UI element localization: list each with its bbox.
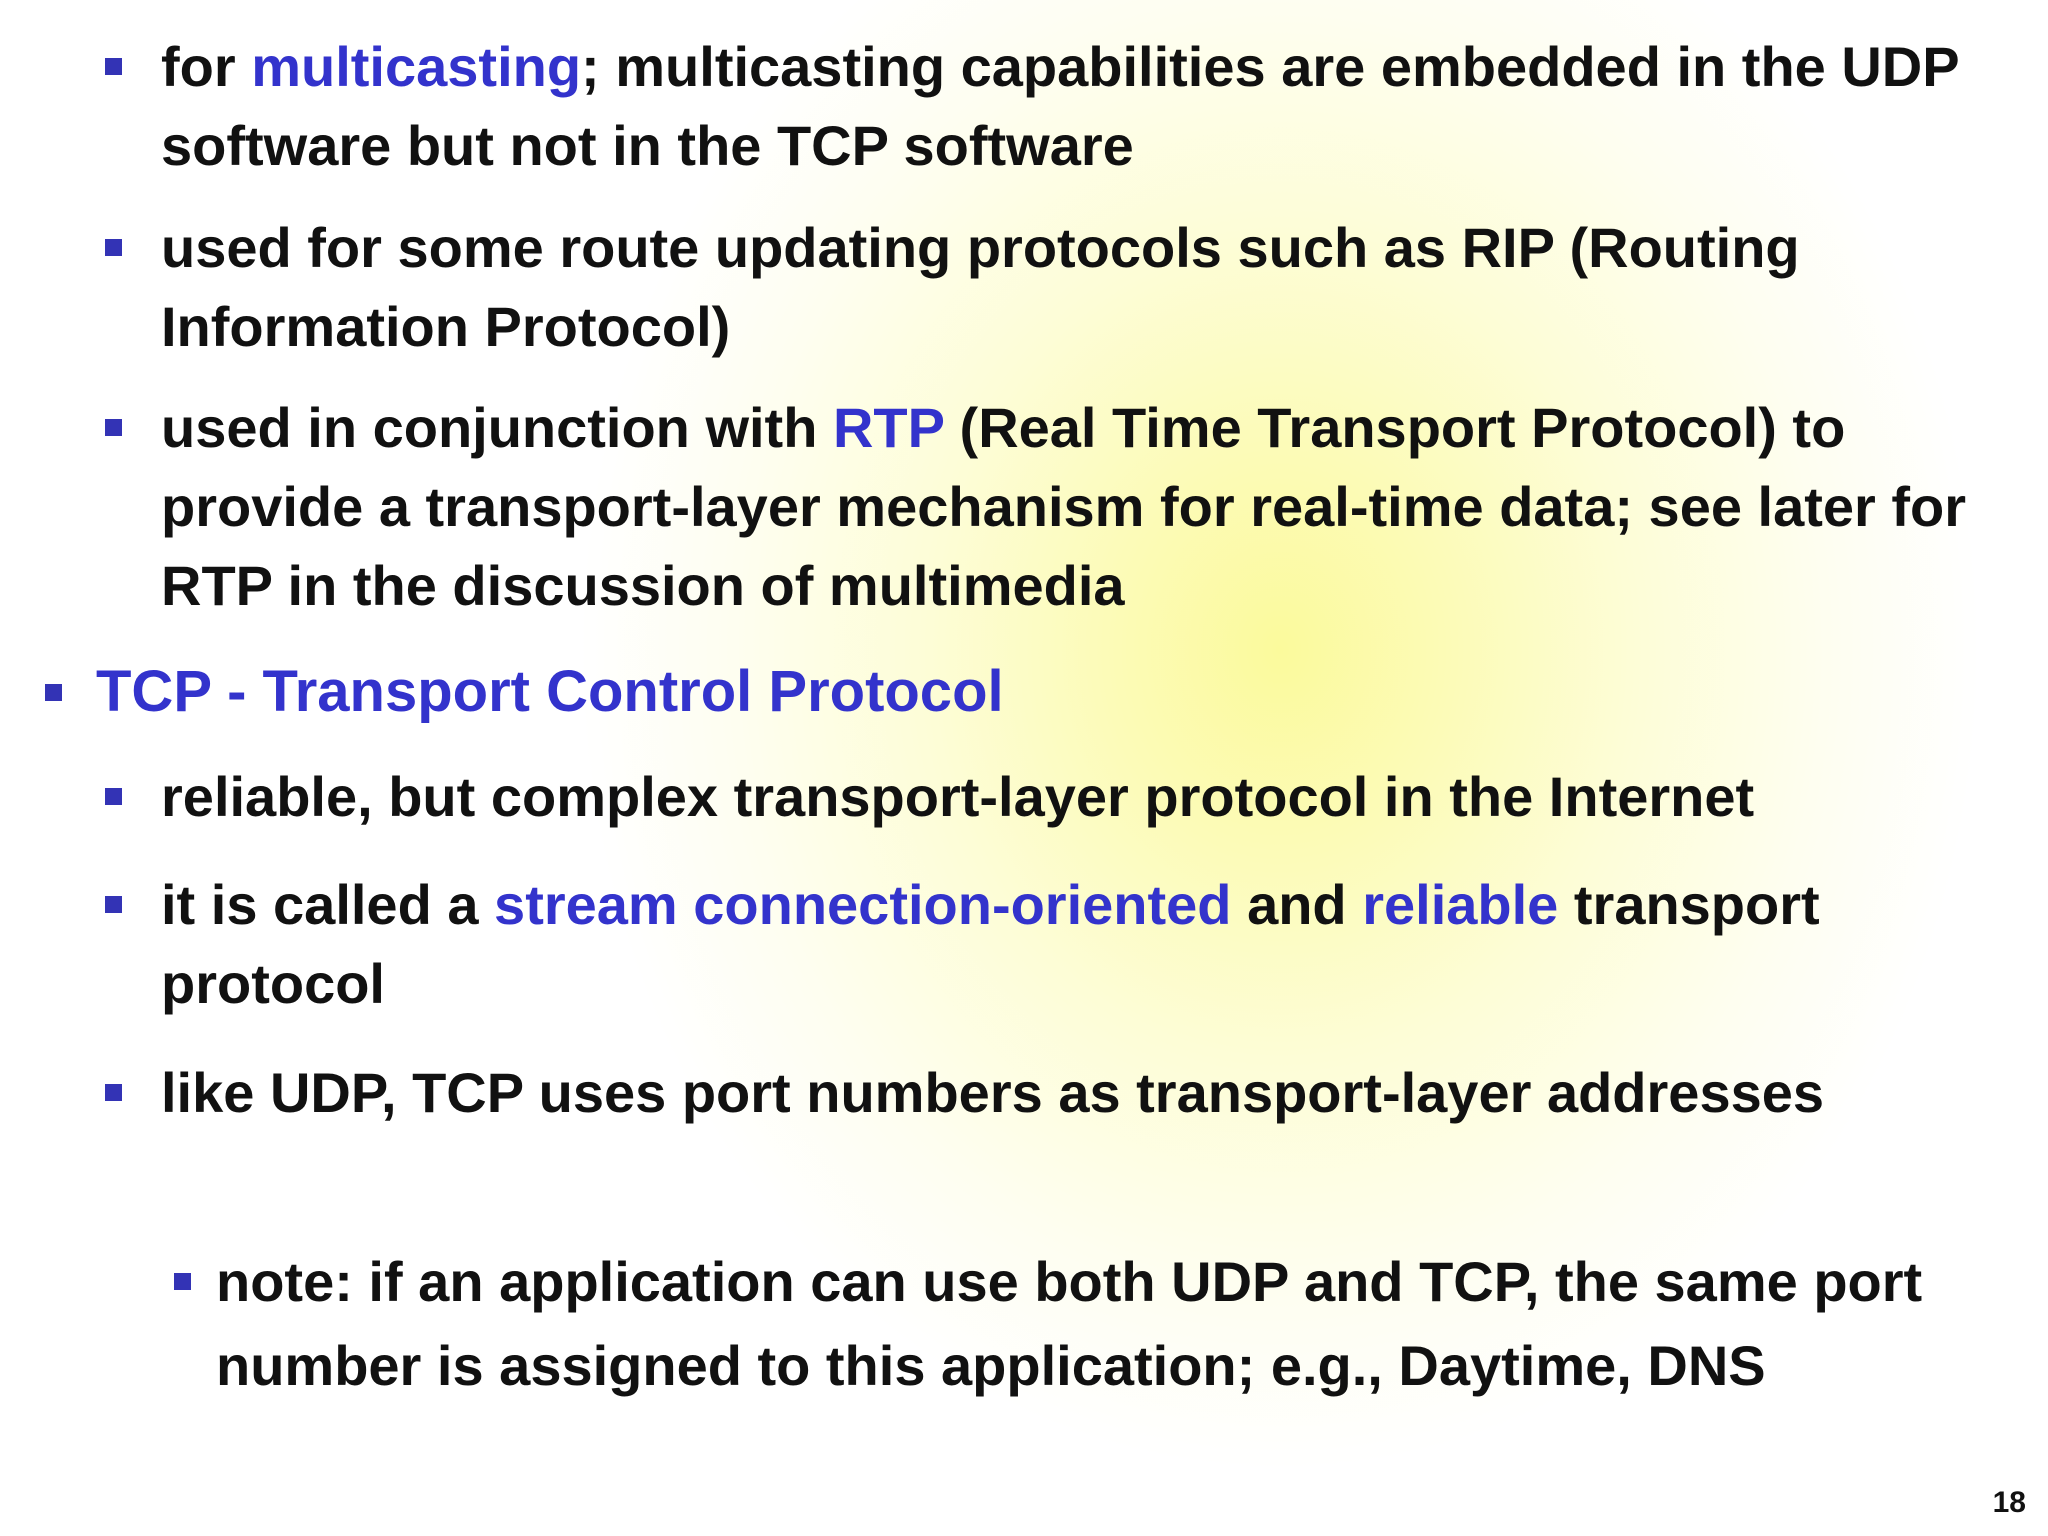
bullet-rtp: [161, 388, 2021, 625]
bullet-reliable-complex: [161, 757, 2021, 836]
bullet-text: transport protocol: [161, 873, 1820, 1015]
sub-bullet-note: [216, 1240, 2026, 1408]
square-bullet-icon: [105, 1084, 122, 1101]
square-bullet-icon: [105, 788, 122, 805]
bullet-text: (Real Time Transport Protocol) to provide a transport-layer mechanism for real-time data; see later for RTP in the discussion of multimedia: [161, 396, 1967, 617]
highlight-term: reliable: [1362, 873, 1559, 936]
highlight-term: multicasting: [251, 35, 582, 98]
square-bullet-icon: [45, 684, 62, 701]
bullet-text: like UDP, TCP uses port numbers as transport-layer addresses: [161, 1061, 1825, 1124]
bullet-text: note: if an application can use both UDP and TCP, the same port number is assigned to this application; e.g., Daytime, DNS: [216, 1250, 1923, 1397]
square-bullet-icon: [105, 419, 122, 436]
square-bullet-icon: [105, 896, 122, 913]
bullet-text: and: [1231, 873, 1363, 936]
bullet-tcp-heading: [96, 652, 1996, 732]
bullet-text: it is called a: [161, 873, 495, 936]
bullet-text: reliable, but complex transport-layer protocol in the Internet: [161, 765, 1755, 828]
bullet-port-numbers: [161, 1053, 2021, 1132]
page-number: 18: [1992, 1486, 2026, 1519]
bullet-stream-connection: [161, 865, 2021, 1023]
bullet-text: used for some route updating protocols such as RIP (Routing Information Protocol): [161, 216, 1800, 358]
square-bullet-icon: [105, 239, 122, 256]
highlight-term: stream connection-oriented: [494, 873, 1232, 936]
bullet-text: ; multicasting capabilities are embedded in the UDP software but not in the TCP software: [161, 35, 1959, 177]
bullet-text: for: [161, 35, 252, 98]
square-bullet-icon: [174, 1273, 191, 1290]
square-bullet-icon: [105, 58, 122, 75]
highlight-term: RTP: [832, 396, 944, 459]
section-heading: TCP - Transport Control Protocol: [96, 659, 1004, 724]
bullet-route-updating: [161, 208, 2021, 366]
bullet-text: used in conjunction with: [161, 396, 833, 459]
bullet-multicasting: [161, 27, 2021, 185]
